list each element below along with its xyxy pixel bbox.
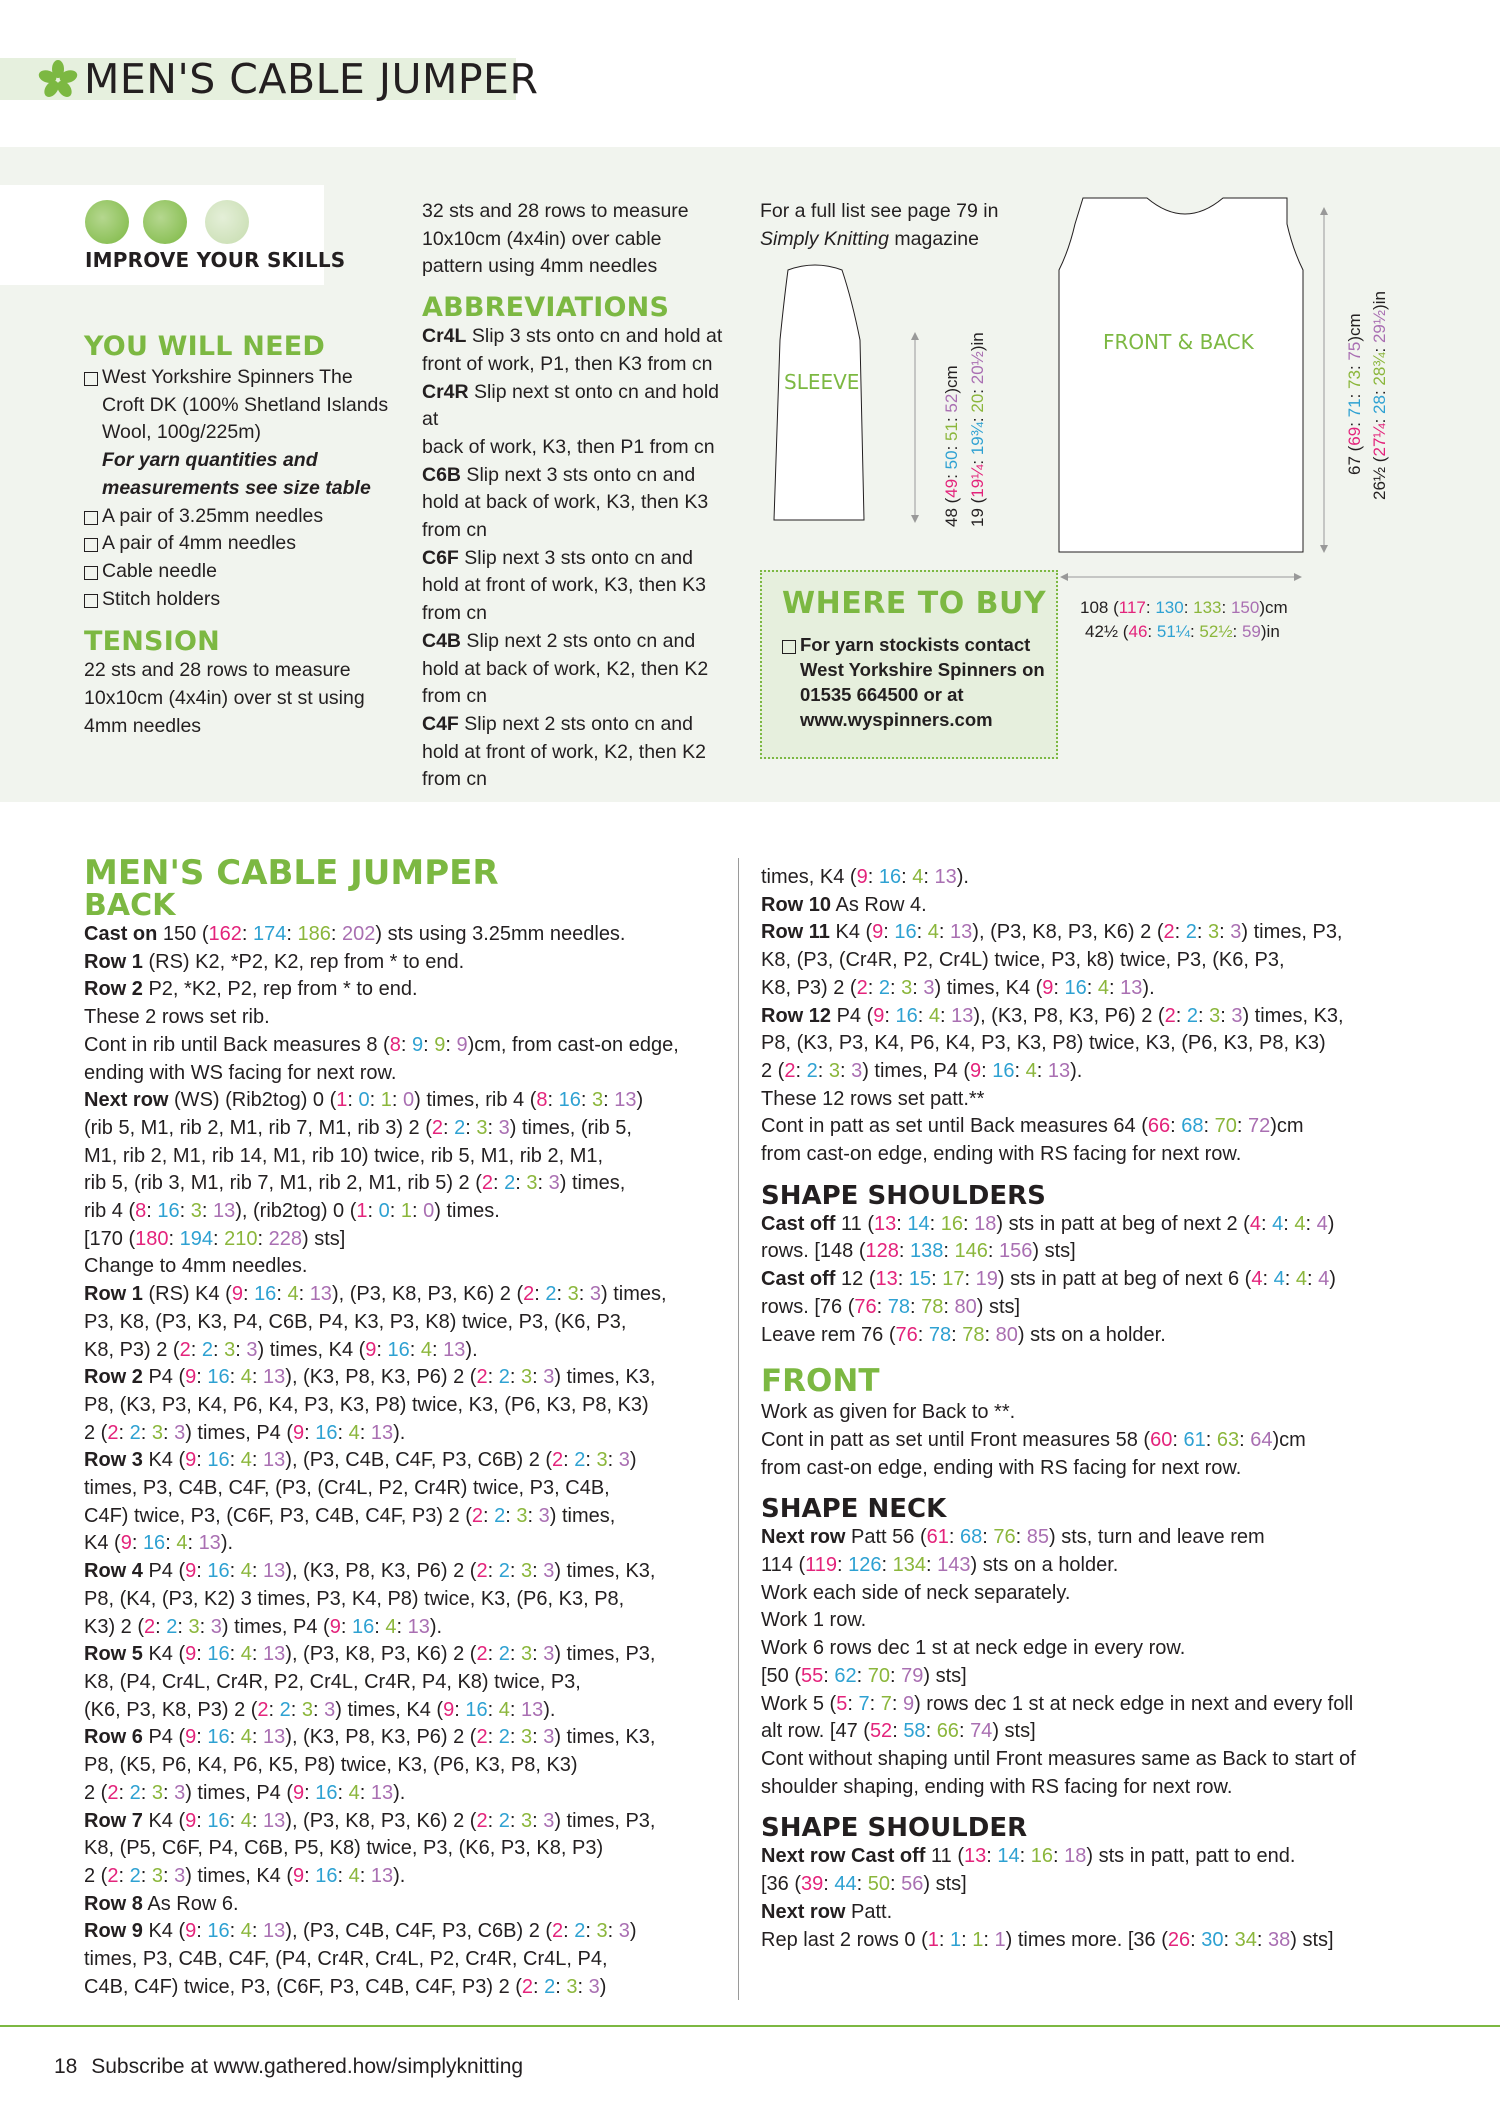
sleeve-label: SLEEVE bbox=[784, 370, 860, 394]
front-heading: FRONT bbox=[761, 1363, 880, 1400]
shape-shoulders-heading: SHAPE SHOULDERS bbox=[761, 1180, 1046, 1211]
abbreviation-list: Cr4L Slip 3 sts onto cn and hold at front of work, P1, then K3 from cn Cr4R Slip next st onto cn and hold at back of work, K3, then P1 from cn C6B Slip next 3 sts onto cn and hold at back of work, K3, then K3 from cn C6F Slip next 3 sts onto cn and hold at front of work, K3, then K3 from cn C4B Slip next 2 sts onto cn and hold at back of work, K2, then K2 from cn C4F Slip next 2 sts onto cn and hold at front of work, K2, then K2 from cn bbox=[422, 325, 723, 791]
shape-neck-instructions: Next row Patt 56 (61: 68: 76: 85) sts, turn and leave rem 114 (119: 126: 134: 143) sts on a holder. Work each side of neck separately. Work 1 row. Work 6 rows dec 1 st at neck edge in every row. [50 (55: 62: 70: 79) sts] Work 5 (5: 7: 7: 9) rows dec 1 st at neck edge in next and every foll alt row. [47 (52: 58: 66: 74) sts] Cont without shaping until Front measures same as Back to start of shoulder shaping, ending with RS facing for next row. bbox=[761, 1526, 1356, 1798]
footer bbox=[54, 2055, 523, 2079]
shape-shoulder-heading: SHAPE SHOULDER bbox=[761, 1813, 1028, 1844]
tension-text: 22 sts and 28 rows to measure 10x10cm (4x4in) over st st using 4mm needles bbox=[84, 659, 365, 737]
sleeve-measure-cm: 48 (49: 50: 51: 52)cm bbox=[942, 365, 961, 527]
where-to-buy-text: For yarn stockists contact West Yorkshire Spinners on 01535 664500 or at www.wyspinners.com bbox=[782, 632, 1045, 732]
body-length-arrow bbox=[1317, 205, 1331, 555]
abbreviations-column bbox=[422, 198, 732, 794]
shape-neck-heading: SHAPE NECK bbox=[761, 1494, 947, 1525]
list-item: Cable needle bbox=[84, 558, 404, 586]
page-number: 18 bbox=[54, 2055, 78, 2078]
yarn-ball-icon bbox=[205, 200, 249, 244]
pattern-left-column bbox=[84, 855, 724, 2001]
stockist-link[interactable]: www.wyspinners.com bbox=[800, 709, 993, 730]
pattern-title: MEN'S CABLE JUMPER bbox=[84, 853, 499, 893]
you-will-need bbox=[84, 332, 404, 740]
front-back-diagram bbox=[1055, 190, 1315, 560]
section-heading: YOU WILL NEED bbox=[84, 331, 325, 362]
section-heading: ABBREVIATIONS bbox=[422, 292, 670, 324]
shape-shoulder-instructions: Next row Cast off 11 (13: 14: 16: 18) sts in patt, patt to end. [36 (39: 44: 50: 56) sts] Next row Patt. Rep last 2 rows 0 (1: 1: 1: 1) times more. [36 (26: 30: 34: 38) sts] bbox=[761, 1845, 1334, 1951]
yarn-ball-icon bbox=[143, 200, 187, 244]
body-width-in: 42½ (46: 51¼: 52½: 59)in bbox=[1085, 622, 1280, 641]
shape-shoulders-instructions: Cast off 11 (13: 14: 16: 18) sts in patt at beg of next 2 (4: 4: 4: 4) rows. [148 (128: 138: 146: 156) sts] Cast off 12 (13: 15: 17: 19) sts in patt at beg of next 6 (4: 4: 4: 4) rows. [76 (76: 78: 78: 80) sts] Leave rem 76 (76: 78: 78: 80) sts on a holder. bbox=[761, 1212, 1336, 1346]
back-instructions: Cast on 150 (162: 174: 186: 202) sts using 3.25mm needles. Row 1 (RS) K2, *P2, K2, rep from * to end. Row 2 P2, *K2, P2, rep from * to end. These 2 rows set rib. Cont in rib until Back measures 8 (8: 9: 9: 9)cm, from cast-on edge, ending with WS facing for next row. Next row (WS) (Rib2tog) 0 (1: 0: 1: 0) times, rib 4 (8: 16: 3: 13) (rib 5, M1, rib 2, M1, rib 7, M1, rib 3) 2 (2: 2: 3: 3) times, (rib 5, M1, rib 2, M1, rib 14, M1, rib 10) twice, rib 5, M1, rib 2, M1, rib 5, (rib 3, M1, rib 7, M1, rib 2, M1, rib 5) 2 (2: 2: 3: 3) times, rib 4 (8: 16: 3: 13), (rib2tog) 0 (1: 0: 1: 0) times. [170 (180: 194: 210: 228) sts] Change to 4mm needles. Row 1 (RS) K4 (9: 16: 4: 13), (P3, K8, P3, K6) 2 (2: 2: 3: 3) times, P3, K8, (P3, K3, P4, C6B, P4, K3, P3, K8) twice, P3, (K6, P3, K8, P3) 2 (2: 2: 3: 3) times, K4 (9: 16: 4: 13). Row 2 P4 (9: 16: 4: 13), (K3, P8, K3, P6) 2 (2: 2: 3: 3) times, K3, P8, (K3, P3, K4, P6, K4, P3, K3, P8) twice, K3, (P6, K3, P8, K3) 2 (2: 2: 3: 3) times, P4 (9: 16: 4: 13). Row 3 K4 (9: 16: 4: 13), (P3, C4B, C4F, P3, C6B) 2 (2: 2: 3: 3) times, P3, C4B, C4F, (P3, (Cr4L, P2, Cr4R) twice, P3, C4B, C4F) twice, P3, (C6F, P3, C4B, C4F, P3) 2 (2: 2: 3: 3) times, K4 (9: 16: 4: 13). Row 4 P4 (9: 16: 4: 13), (K3, P8, K3, P6) 2 (2: 2: 3: 3) times, K3, P8, (K4, (P3, K2) 3 times, P3, K4, P8) twice, K3, (P6, K3, P8, K3) 2 (2: 2: 3: 3) times, P4 (9: 16: 4: 13). Row 5 K4 (9: 16: 4: 13), (P3, K8, P3, K6) 2 (2: 2: 3: 3) times, P3, K8, (P4, Cr4L, Cr4R, P2, Cr4L, Cr4R, P4, K8) twice, P3, (K6, P3, K8, P3) 2 (2: 2: 3: 3) times, K4 (9: 16: 4: 13). Row 6 P4 (9: 16: 4: 13), (K3, P8, K3, P6) 2 (2: 2: 3: 3) times, K3, P8, (K5, P6, K4, P6, K5, P8) twice, K3, (P6, K3, P8, K3) 2 (2: 2: 3: 3) times, P4 (9: 16: 4: 13). Row 7 K4 (9: 16: 4: 13), (P3, K8, P3, K6) 2 (2: 2: 3: 3) times, P3, K8, (P5, C6F, P4, C6B, P5, K8) twice, P3, (K6, P3, K8, P3) 2 (2: 2: 3: 3) times, K4 (9: 16: 4: 13). Row 8 As Row 6. Row 9 K4 (9: 16: 4: 13), (P3, C4B, C4F, P3, C6B) 2 (2: 2: 3: 3) times, P3, C4B, C4F, (P4, Cr4R, Cr4L, P2, Cr4R, Cr4L, P4, C4B, C4F) twice, P3, (C6F, P3, C4B, C4F, P3) 2 (2: 2: 3: 3) bbox=[84, 923, 679, 1998]
subscribe-link[interactable]: Subscribe at www.gathered.how/simplyknitting bbox=[91, 2055, 524, 2078]
body-length-in: 26½ (27¼: 28: 28¾: 29½)in bbox=[1370, 291, 1389, 500]
sleeve-measure-in: 19 (19¼: 19¾: 20: 20½)in bbox=[968, 332, 987, 527]
where-to-buy-box bbox=[760, 570, 1058, 759]
where-to-buy-heading: WHERE TO BUY bbox=[782, 586, 1047, 621]
asterisk-icon bbox=[38, 60, 78, 100]
list-item: West Yorkshire Spinners The Croft DK (100% Shetland Islands Wool, 100g/225m) For yarn quantities and measurements see size table bbox=[84, 364, 404, 503]
body-length-cm: 67 (69: 71: 73: 75)cm bbox=[1345, 313, 1364, 475]
back-instructions-cont: times, K4 (9: 16: 4: 13). Row 10 As Row 4. Row 11 K4 (9: 16: 4: 13), (P3, K8, P3, K6) 2 (2: 2: 3: 3) times, P3, K8, (P3, (Cr4R, P2, Cr4L) twice, P3, k8) twice, P3, (K6, P3, K8, P3) 2 (2: 2: 3: 3) times, K4 (9: 16: 4: 13). Row 12 P4 (9: 16: 4: 13), (K3, P8, K3, P6) 2 (2: 2: 3: 3) times, K3, P8, (K3, P3, K4, P6, K4, P3, K3, P8) twice, K3, (P6, K3, P8, K3) 2 (2: 2: 3: 3) times, P4 (9: 16: 4: 13). These 12 rows set patt.** Cont in patt as set until Back measures 64 (66: 68: 70: 72)cm from cast-on edge, ending with RS facing for next row. bbox=[761, 866, 1344, 1166]
list-item: Stitch holders bbox=[84, 586, 404, 614]
cable-tension: 32 sts and 28 rows to measure 10x10cm (4x4in) over cable pattern using 4mm needles bbox=[422, 200, 689, 278]
sleeve-diagram bbox=[760, 260, 880, 530]
pattern-right-column bbox=[761, 864, 1441, 1954]
page-title: MEN'S CABLE JUMPER bbox=[84, 55, 539, 103]
front-back-label: FRONT & BACK bbox=[1103, 330, 1254, 354]
front-instructions: Work as given for Back to **. Cont in patt as set until Front measures 58 (60: 61: 63: 64)cm from cast-on edge, ending with RS facing for next row. bbox=[761, 1401, 1306, 1479]
body-width-arrow bbox=[1058, 570, 1304, 584]
back-heading: BACK bbox=[84, 888, 176, 923]
yarn-ball-icon bbox=[85, 200, 129, 244]
list-item: A pair of 4mm needles bbox=[84, 530, 404, 558]
sleeve-length-arrow bbox=[908, 330, 922, 525]
full-list-note: For a full list see page 79 in Simply Knitting magazine bbox=[760, 200, 999, 250]
skills-label: IMPROVE YOUR SKILLS bbox=[85, 248, 346, 272]
section-heading: TENSION bbox=[84, 626, 220, 658]
list-item: A pair of 3.25mm needles bbox=[84, 503, 404, 531]
column-divider bbox=[738, 858, 739, 2000]
footer-rule bbox=[0, 2025, 1500, 2027]
body-width-cm: 108 (117: 130: 133: 150)cm bbox=[1080, 598, 1288, 617]
